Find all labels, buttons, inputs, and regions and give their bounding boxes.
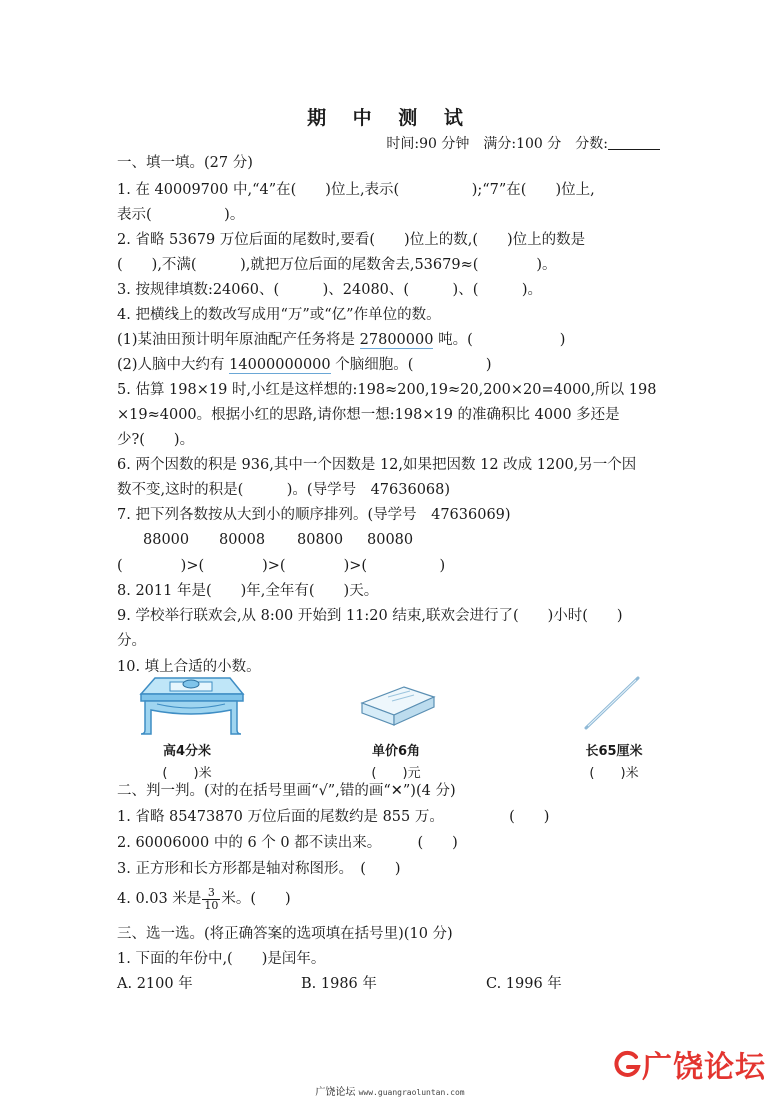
brand-logo [612,1040,766,1088]
q7-number-3: 80800 [297,532,344,548]
logo-text: 广饶论坛 [642,1050,766,1085]
section1-heading: 一、填一填。(27 分) [117,155,253,171]
q8-line: 8. 2011 年是( )年,全年有( )天。 [117,583,379,599]
figure3-answer: ( )米 [589,766,639,781]
q5-line-b: ×19≈4000。根据小红的思路,请你想一想:198×19 的准确积比 4000 多还是 [117,407,620,423]
footer-label: 广饶论坛 [315,1087,356,1098]
figure2-caption: 单价6角 [371,744,421,759]
figure1-caption: 高4分米 [162,744,212,759]
q4-2-post: 个脑细胞。( ) [330,357,492,373]
eraser-icon [358,683,438,728]
q4-2-line [117,355,492,375]
s3-q1-line: 1. 下面的年份中,( )是闰年。 [117,951,326,967]
figure3-caption: 长65厘米 [585,744,643,759]
fraction-numerator: 3 [202,887,220,900]
fraction-denominator: 10 [204,898,219,912]
exam-meta [386,133,660,153]
footer-site: www.guangraoluntan.com [358,1088,465,1097]
q10-line: 10. 填上合适的小数。 [117,659,261,675]
s2-q2-line: 2. 60006000 中的 6 个 0 都不读出来。 ( ) [117,835,458,851]
q5-line-c: 少?( )。 [117,432,195,448]
q7-line: 7. 把下列各数按从大到小的顺序排列。(导学号 47636069) [117,507,511,523]
q4-1-line [117,330,565,350]
s2-q3-line: 3. 正方形和长方形都是轴对称图形。 ( ) [117,861,401,877]
q4-2-pre: (2)人脑中大约有 [117,357,230,373]
s3-option-a: A. 2100 年 [117,976,193,992]
page-title: 期 中 测 试 [307,107,473,129]
q5-line-a: 5. 估算 198×19 时,小红是这样想的:198≈200,19≈20,200×20=4000,所以 198 [117,382,657,398]
q4-2-number: 14000000000 [229,357,331,373]
q6-line-a: 6. 两个因数的积是 936,其中一个因数是 12,如果把因数 12 改成 1200,另一个因 [117,457,637,473]
q6-line-b: 数不变,这时的积是( )。(导学号 47636068) [117,482,451,498]
q9-line-a: 9. 学校举行联欢会,从 8:00 开始到 11:20 结束,联欢会进行了( )小时( ) [117,608,623,624]
q2-line-a: 2. 省略 53679 万位后面的尾数时,要看( )位上的数,( )位上的数是 [117,232,586,248]
figure2-answer: ( )元 [371,766,421,781]
section3-heading: 三、选一选。(将正确答案的选项填在括号里)(10 分) [117,926,453,942]
s3-option-b: B. 1986 年 [301,976,377,992]
q1-line-b: 表示( )。 [117,207,245,223]
q2-line-b: ( ),不满( ),就把万位后面的尾数舍去,53679≈( )。 [117,257,557,273]
q7-order-line: ( )>( )>( )>( ) [117,558,446,574]
s3-option-c: C. 1996 年 [486,976,562,992]
s2-q4-line [117,885,291,913]
table-icon [135,672,245,737]
q4-1-post: 吨。( ) [433,332,566,348]
section2-heading: 二、判一判。(对的在括号里画“√”,错的画“✕”)(4 分) [117,783,456,799]
q7-number-4: 80080 [367,532,414,548]
q4-1-pre: (1)某油田预计明年原油配产任务将是 [117,332,360,348]
stick-icon [582,674,642,732]
q9-line-b: 分。 [117,633,146,649]
q4-line: 4. 把横线上的数改写成用“万”或“亿”作单位的数。 [117,307,441,323]
q4-1-number: 27800000 [359,332,434,348]
q7-number-1: 88000 [143,532,190,548]
s2-q1-line: 1. 省略 85473870 万位后面的尾数约是 855 万。 ( ) [117,809,550,825]
q3-line: 3. 按规律填数:24060、( )、24080、( )、( )。 [117,282,543,298]
logo-icon [612,1049,642,1079]
q1-line-a: 1. 在 40009700 中,“4”在( )位上,表示( );“7”在( )位上, [117,182,595,198]
q7-number-2: 80008 [219,532,266,548]
s2-q4-post: 米。( ) [221,891,291,907]
fraction [202,887,220,912]
figure1-answer: ( )米 [162,766,212,781]
s2-q4-pre: 4. 0.03 米是 [117,891,202,907]
score-blank [608,135,660,150]
exam-meta-text: 时间:90 分钟 满分:100 分 分数: [386,136,608,152]
